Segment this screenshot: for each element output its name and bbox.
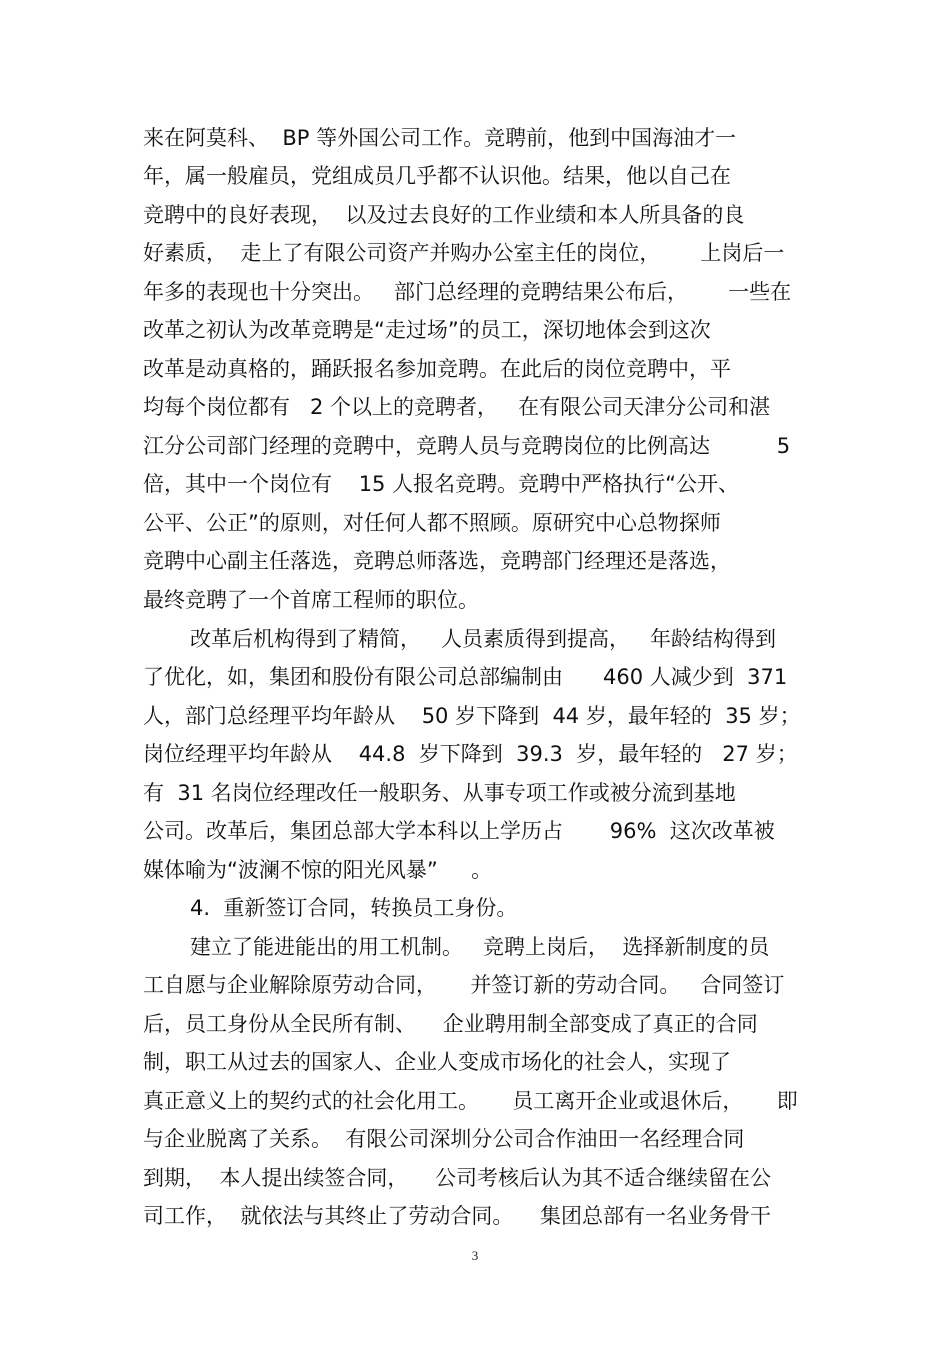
body-text-line: 有 31 名岗位经理改任一般职务、从事专项工作或被分流到基地 [143,781,736,805]
body-text-line: 倍，其中一个岗位有 15 人报名竞聘。竞聘中严格执行“公开、 [143,472,739,496]
body-text-line: 了优化，如，集团和股份有限公司总部编制由 460 人减少到 371 [143,665,788,689]
section-heading: 4. 重新签订合同，转换员工身份。 [190,896,518,920]
body-text-line: 改革之初认为改革竞聘是“走过场”的员工，深切地体会到这次 [143,318,711,342]
body-text-line: 均每个岗位都有 2 个以上的竞聘者， 在有限公司天津分公司和湛 [143,395,771,419]
body-text-line: 媒体喻为“波澜不惊的阳光风暴” 。 [143,858,493,882]
body-text-line: 到期， 本人提出续签合同， 公司考核后认为其不适合继续留在公 [143,1166,772,1190]
body-text-line: 公平、公正”的原则，对任何人都不照顾。原研究中心总物探师 [143,511,721,535]
body-text-line: 竞聘中心副主任落选，竞聘总师落选，竞聘部门经理还是落选， [143,549,731,573]
body-text-line: 岗位经理平均年龄从 44.8 岁下降到 39.3 岁，最年轻的 27 岁； [143,742,798,766]
body-text-line: 制，职工从过去的国家人、企业人变成市场化的社会人，实现了 [143,1050,731,1074]
body-text-line: 年，属一般雇员，党组成员几乎都不认识他。结果，他以自己在 [143,164,731,188]
body-text-line: 司工作， 就依法与其终止了劳动合同。 集团总部有一名业务骨干 [143,1204,772,1228]
body-text-line: 后，员工身份从全民所有制、 企业聘用制全部变成了真正的合同 [143,1012,758,1036]
body-text-line: 真正意义上的契约式的社会化用工。 员工离开企业或退休后， 即 [143,1089,798,1113]
paragraph-first-line: 改革后机构得到了精简， 人员素质得到提高， 年龄结构得到 [190,627,777,651]
page-number: 3 [471,1248,479,1263]
body-text-line: 竞聘中的良好表现， 以及过去良好的工作业绩和本人所具备的良 [143,203,745,227]
body-text-line: 工自愿与企业解除原劳动合同， 并签订新的劳动合同。 合同签订 [143,973,785,997]
body-text-line: 江分公司部门经理的竞聘中，竞聘人员与竞聘岗位的比例高达 5 [143,434,791,458]
body-text-line: 公司。改革后，集团总部大学本科以上学历占 96% 这次改革被 [143,819,775,843]
paragraph-first-line: 建立了能进能出的用工机制。 竞聘上岗后， 选择新制度的员 [190,935,770,959]
body-text-line: 最终竞聘了一个首席工程师的职位。 [143,588,479,612]
body-text-line: 好素质， 走上了有限公司资产并购办公室主任的岗位， 上岗后一 [143,241,785,265]
body-text-line: 与企业脱离了关系。 有限公司深圳分公司合作油田一名经理合同 [143,1127,745,1151]
body-text-line: 改革是动真格的，踊跃报名参加竞聘。在此后的岗位竞聘中，平 [143,357,731,381]
body-text-line: 人，部门总经理平均年龄从 50 岁下降到 44 岁，最年轻的 35 岁； [143,704,801,728]
body-text-line: 年多的表现也十分突出。 部门总经理的竞聘结果公布后， 一些在 [143,280,792,304]
body-text-line: 来在阿莫科、 BP 等外国公司工作。竞聘前，他到中国海油才一 [143,126,737,150]
